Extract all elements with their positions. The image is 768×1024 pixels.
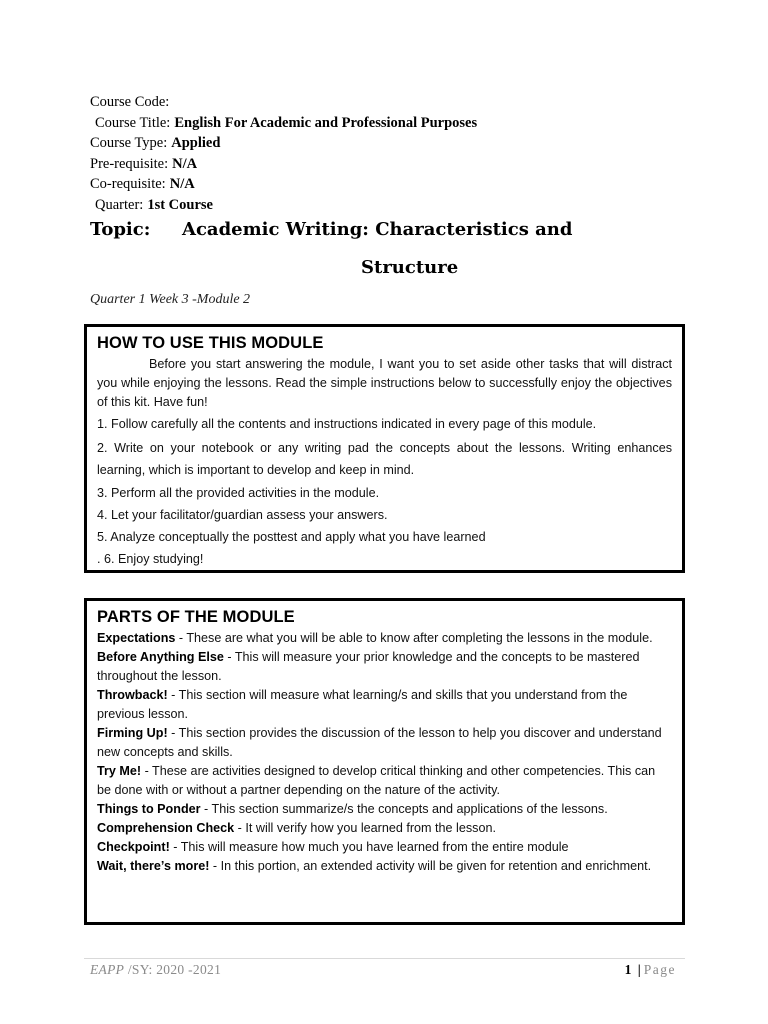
- part-item: [97, 724, 672, 762]
- part-description: - In this portion, an extended activity will be given for retention and enrichment.: [209, 859, 652, 873]
- part-item: [97, 857, 672, 876]
- prerequisite-value: N/A: [172, 155, 198, 172]
- part-description: - This will measure how much you have learned from the entire module: [169, 840, 569, 854]
- part-item: [97, 800, 672, 819]
- part-description: - It will verify how you learned from the lesson.: [234, 821, 496, 835]
- part-term: Throwback!: [97, 688, 168, 702]
- part-term: Firming Up!: [97, 726, 168, 740]
- footer-course-year: [90, 962, 221, 978]
- quarter-value: 1st Course: [147, 196, 213, 213]
- part-description: - These are activities designed to develop critical thinking and other competencies. This can be done with or without a partner depending on the nature of the activity.: [97, 764, 656, 797]
- course-type-label: Course Type:: [90, 135, 168, 152]
- course-code-label: Course Code:: [90, 94, 170, 110]
- quarter-label: Quarter:: [95, 196, 144, 213]
- how-to-use-box: [84, 324, 685, 573]
- part-description: - These are what you will be able to know after completing the lessons in the module.: [175, 631, 653, 645]
- topic-title-line1: Academic Writing: Characteristics and: [182, 219, 573, 240]
- footer-course: EAPP: [90, 962, 125, 977]
- part-term: Checkpoint!: [97, 840, 170, 854]
- quarter-row: [90, 195, 477, 216]
- page-separator: |: [637, 962, 644, 977]
- step-2: 2. Write on your notebook or any writing pad the concepts about the lessons. Writing enhances learning, which is important to develop and keep in mind.: [97, 441, 672, 477]
- part-description: - This will measure your prior knowledge and the concepts to be mastered throughout the lesson.: [97, 650, 640, 683]
- course-type-row: [90, 133, 477, 154]
- how-to-use-heading: HOW TO USE THIS MODULE: [97, 334, 324, 352]
- topic-heading: [90, 219, 690, 278]
- page-number: 1: [624, 962, 633, 977]
- step-5: 5. Analyze conceptually the posttest and apply what you have learned: [97, 530, 486, 544]
- footer-page-indicator: [625, 962, 676, 978]
- course-code-row: [90, 92, 477, 113]
- part-term: Try Me!: [97, 764, 142, 778]
- parts-list: [97, 629, 672, 876]
- course-info: [90, 92, 477, 216]
- step-6: . 6. Enjoy studying!: [97, 552, 204, 566]
- parts-heading: PARTS OF THE MODULE: [97, 608, 295, 626]
- corequisite-label: Co-requisite:: [90, 176, 166, 193]
- page-word: Page: [643, 962, 676, 977]
- prerequisite-row: [90, 154, 477, 175]
- part-term: Before Anything Else: [97, 650, 224, 664]
- part-term: Things to Ponder: [97, 802, 201, 816]
- part-item: [97, 762, 672, 800]
- course-title-label: Course Title:: [95, 114, 171, 131]
- topic-title-line2: Structure: [361, 257, 459, 278]
- step-1: 1. Follow carefully all the contents and instructions indicated in every page of this module.: [97, 417, 597, 431]
- topic-label: Topic:: [90, 219, 151, 240]
- course-type-value: Applied: [171, 135, 221, 152]
- part-term: Expectations: [97, 631, 176, 645]
- part-description: - This section will measure what learning/s and skills that you understand from the previous lesson.: [97, 688, 628, 721]
- footer-school-year: /SY: 2020 -2021: [124, 962, 222, 977]
- step-3: 3. Perform all the provided activities in the module.: [97, 486, 380, 500]
- corequisite-value: N/A: [169, 176, 195, 193]
- part-term: Comprehension Check: [97, 821, 235, 835]
- part-item: [97, 686, 672, 724]
- parts-of-module-box: [84, 598, 685, 925]
- corequisite-row: [90, 174, 477, 195]
- step-4: 4. Let your facilitator/guardian assess your answers.: [97, 508, 388, 522]
- part-item: [97, 819, 672, 838]
- module-reference: Quarter 1 Week 3 -Module 2: [90, 292, 251, 307]
- how-to-use-intro: Before you start answering the module, I want you to set aside other tasks that will distract you while enjoying the lessons. Read the simple instructions below to successfully enjoy the objectives of this kit. Have fun!: [97, 357, 672, 409]
- prerequisite-label: Pre-requisite:: [90, 155, 169, 172]
- part-item: [97, 648, 672, 686]
- footer-divider: [84, 958, 685, 959]
- part-item: [97, 838, 672, 857]
- part-item: [97, 629, 672, 648]
- part-description: - This section provides the discussion of the lesson to help you discover and understand new concepts and skills.: [97, 726, 662, 759]
- course-title-row: [90, 113, 477, 134]
- part-description: - This section summarize/s the concepts and applications of the lessons.: [200, 802, 608, 816]
- part-term: Wait, there’s more!: [97, 859, 210, 873]
- course-title-value: English For Academic and Professional Purposes: [174, 114, 478, 131]
